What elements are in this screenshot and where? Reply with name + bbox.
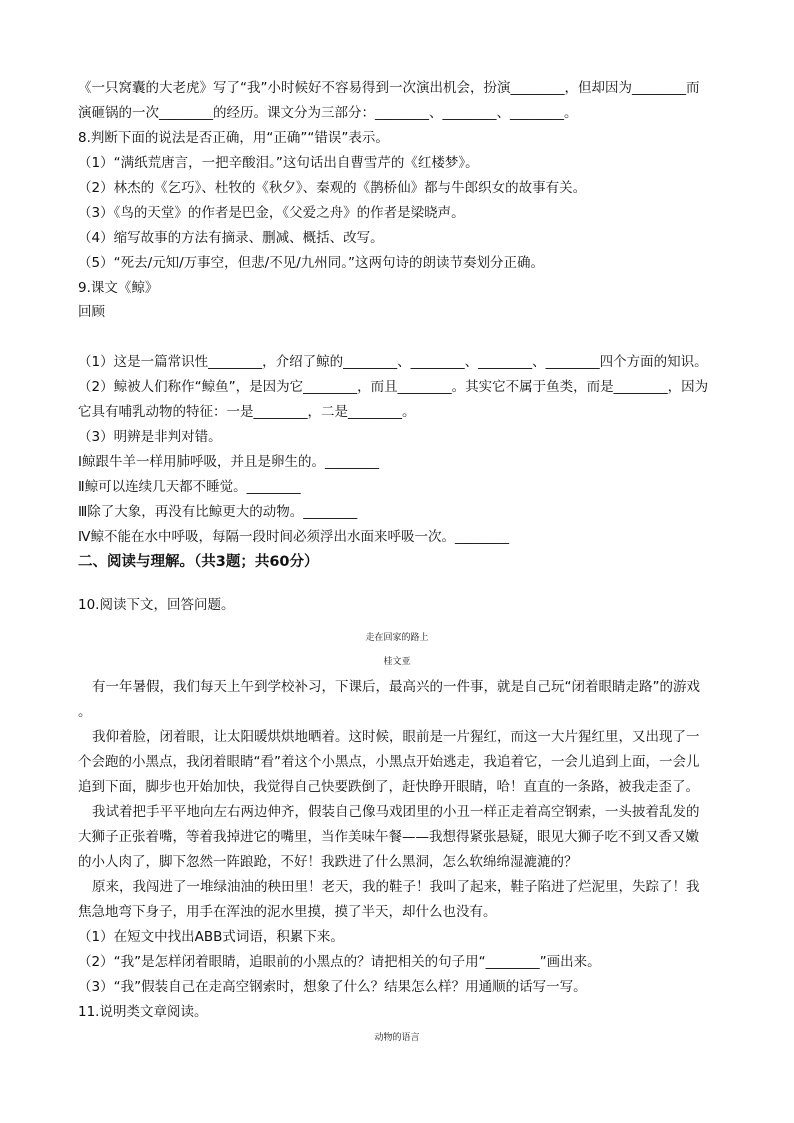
question-item: （1）“满纸荒唐言，一把辛酸泪。”这句话出自曹雪芹的《红楼梦》。 <box>78 155 479 171</box>
text-line: 大狮子正张着嘴，等着我掉进它的嘴里，当作美味午餐——我想得紧张悬疑，眼见大狮子吃不到又香又嫩 <box>78 829 699 845</box>
question-item: （1）在短文中找出ABB式词语，积累下来。 <box>78 929 344 945</box>
text-line: 回顾 <box>78 304 105 320</box>
judge-item: Ⅱ鲸可以连续几天都不睡觉。________ <box>78 479 301 495</box>
question-8-title: 8.判断下面的说法是否正确，用“正确”“错误”表示。 <box>78 130 389 146</box>
passage-paragraph: 我仰着脸，闭着眼，让太阳暖烘烘地晒着。这时候，眼前是一片猩红，而这一大片猩红里，又出现了一 <box>92 729 700 745</box>
question-item: （3）《鸟的天堂》的作者是巴金，《父爱之舟》的作者是梁晓声。 <box>78 205 465 221</box>
question-item: （3）明辨是非判对错。 <box>78 429 222 445</box>
question-item: （5）“死去/元知/万事空，但悲/不见/九州同。”这两句诗的朗读节奏划分正确。 <box>78 255 545 271</box>
passage-author: 桂文亚 <box>383 657 411 667</box>
judge-item: Ⅰ鲸跟牛羊一样用肺呼吸，并且是卵生的。________ <box>78 454 379 470</box>
text-line: 演砸锅的一次________的经历。课文分为三部分：________、________、________。 <box>78 105 578 121</box>
text-line: 它具有哺乳动物的特征：一是________，二是________。 <box>78 404 416 420</box>
question-9-title: 9.课文《鲸》 <box>78 280 159 296</box>
question-item: （2）“我”是怎样闭着眼睛，追眼前的小黑点的？请把相关的句子用“________”画出来。 <box>78 954 601 970</box>
question-10-title: 10.阅读下文，回答问题。 <box>78 597 235 613</box>
passage-title: 走在回家的路上 <box>365 633 429 643</box>
question-item: （2）林杰的《乞巧》、杜牧的《秋夕》、秦观的《鹊桥仙》都与牛郎织女的故事有关。 <box>78 180 587 196</box>
passage-title: 动物的语言 <box>374 1033 420 1043</box>
judge-item: Ⅲ除了大象，再没有比鲸更大的动物。________ <box>78 504 358 520</box>
passage-paragraph: 原来，我闯进了一堆绿油油的秧田里！老天，我的鞋子！我叫了起来，鞋子陷进了烂泥里，失踪了！我 <box>92 879 700 895</box>
text-line: 追到下面，脚步也开始加快，我觉得自己快要跌倒了，赶快睁开眼睛，哈！直直的一条路，被我走歪了。 <box>78 779 699 795</box>
text-line: 《一只窝囊的大老虎》写了“我”小时候好不容易得到一次演出机会，扮演________，但却因为________而 <box>78 80 700 96</box>
question-item: （1）这是一篇常识性________，介绍了鲸的________、________、________、________四个方面的知识。 <box>78 354 708 370</box>
question-item: （3）“我”假装自己在走高空钢索时，想象了什么？结果怎么样？用通顺的话写一写。 <box>78 979 587 995</box>
text-line: 个会跑的小黑点，我闭着眼睛“看”着这个小黑点，小黑点开始逃走，我追着它，一会儿追到上面，一会儿 <box>78 754 700 770</box>
passage-paragraph: 我试着把手平平地向左右两边伸齐，假装自己像马戏团里的小丑一样正走着高空钢索，一头披着乱发的 <box>92 804 700 820</box>
passage-paragraph: 有一年暑假，我们每天上午到学校补习，下课后，最高兴的一件事，就是自己玩“闭着眼睛走路”的游戏 <box>92 679 700 695</box>
question-item: （4）缩写故事的方法有摘录、删减、概括、改写。 <box>78 230 384 246</box>
section-heading: 二、阅读与理解。（共3题；共60分） <box>78 554 319 570</box>
question-item: （2）鲸被人们称作“鲸鱼”，是因为它________，而且________。其实它不属于鱼类，而是________，因为 <box>78 379 709 395</box>
judge-item: Ⅳ鲸不能在水中呼吸，每隔一段时间必须浮出水面来呼吸一次。________ <box>78 529 509 545</box>
text-line: 。 <box>78 704 92 720</box>
text-line: 焦急地弯下身子，用手在浑浊的泥水里摸，摸了半天，却什么也没有。 <box>78 904 497 920</box>
question-11-title: 11.说明类文章阅读。 <box>78 1004 208 1020</box>
text-line: 的小人肉了，脚下忽然一阵踉跄，不好！我跌进了什么黑洞，怎么软绵绵湿漉漉的？ <box>78 854 578 870</box>
